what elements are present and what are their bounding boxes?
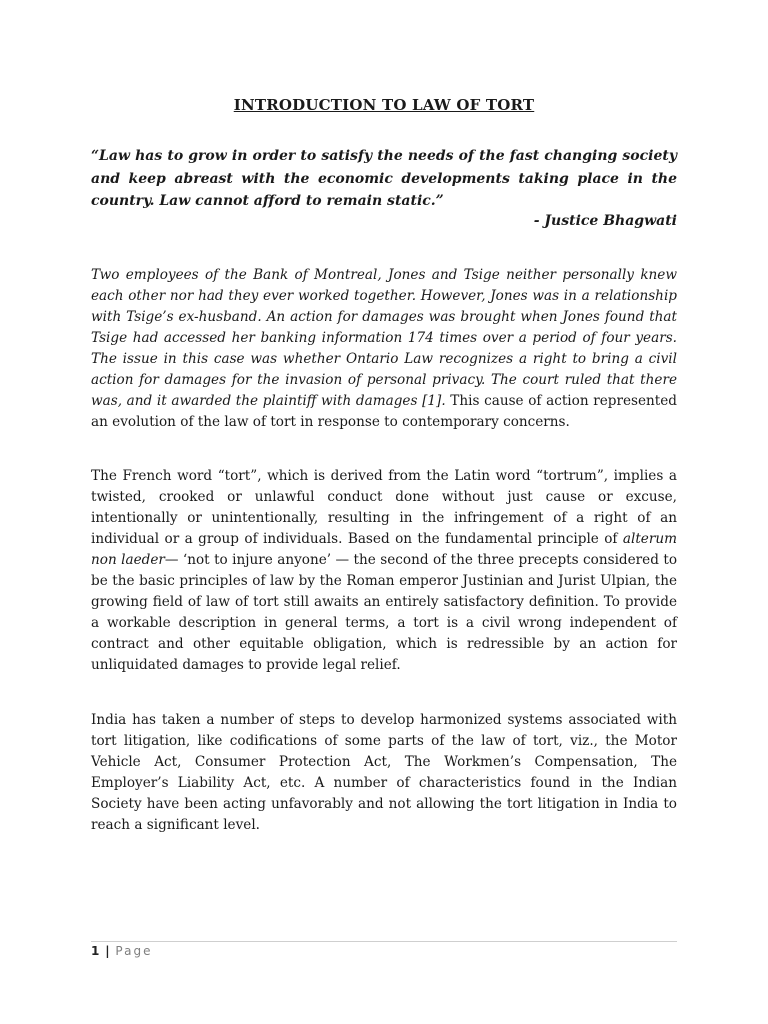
opening-quote: “Law has to grow in order to satisfy the needs of the fast changing society and keep abreast with the economic developments taking place in the country. Law cannot afford to remain static.” [91,148,677,209]
footer-divider [91,941,677,942]
document-title: INTRODUCTION TO LAW OF TORT [233,96,535,114]
paragraph-india-tort-litigation: India has taken a number of steps to develop harmonized systems associated with tort litigation, like codifications of some parts of the law of tort, viz., the Motor Vehicle Act, Consumer Protection Act, The Workmen’s Compensation, The Employer’s Liability Act, etc. A number of characteristics found in the Indian Society have been acting unfavorably and not allowing the tort litigation in India to reach a significant level. [91,712,677,833]
footer-separator: | [105,944,110,958]
page-label: Page [115,944,153,958]
case-summary-italic: Two employees of the Bank of Montreal, Jones and Tsige neither personally knew each other nor had they ever worked together. However, Jones was in a relationship with Tsige’s ex-husband. An action for damages was brought when Jones found that Tsige had accessed her banking information 174 times over a period of four years. The issue in this case was whether Ontario Law recognizes a right to bring a civil action for damages for the invasion of personal privacy. The court ruled that there was, and it awarded the plaintiff with damages [1]. [91,267,677,409]
page-footer [91,944,152,958]
latin-maxim: alterum non laeder [91,531,677,568]
page-number: 1 [91,944,100,958]
tort-definition-text-start: The French word “tort”, which is derived from the Latin word “tortrum”, implies a twisted, crooked or unlawful conduct done without just cause or excuse, intentionally or unintentionally, resulting in the infringement of a right of an individual or a group of individuals. Based on the fundamental principle of [91,468,677,547]
case-summary-conclusion: This cause of action represented an evolution of the law of tort in response to contemporary concerns. [91,393,677,430]
paragraph-tort-definition [91,466,677,676]
paragraph-jones-v-tsige [91,265,677,433]
quote-attribution: - Justice Bhagwati [533,213,677,229]
tort-definition-text-end: — ‘not to injure anyone’ — the second of the three precepts considered to be the basic principles of law by the Roman emperor Justinian and Jurist Ulpian, the growing field of law of tort still awaits an entirely satisfactory definition. To provide a workable description in general terms, a tort is a civil wrong independent of contract and other equitable obligation, which is redressible by an action for unliquidated damages to provide legal relief. [91,552,677,673]
